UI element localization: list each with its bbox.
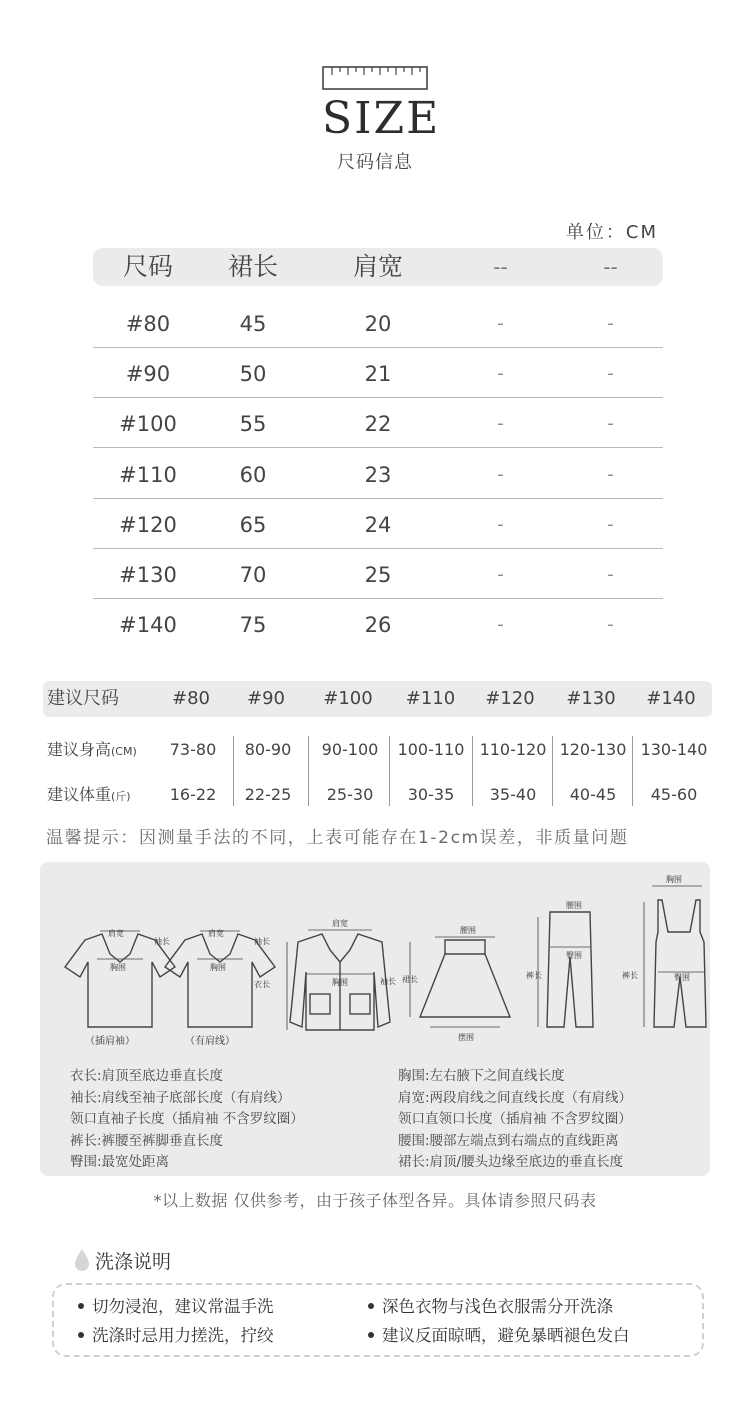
overalls-shape [654,900,706,1027]
table-cell: - [607,513,614,535]
wash-item: 建议反面晾晒，避免暴晒褪色发白 [368,1324,630,1348]
row-divider [93,347,663,348]
table-cell: 24 [364,512,392,537]
size-subtitle: 尺码信息 [337,152,413,173]
bullet-icon [368,1332,374,1338]
diagram-label: 胸围 [666,875,682,884]
water-drop-icon [74,1248,90,1272]
unit-label: 单位：CM [565,222,658,243]
diagram-label: 裤长 [526,971,542,980]
bullet-icon [78,1332,84,1338]
measure-note: 裙长:肩顶/腰头边缘至底边的垂直长度 [398,1154,624,1170]
column-divider [632,736,633,806]
warning-text: 温馨提示：因测量手法的不同，上表可能存在1-2cm误差，非质量问题 [46,828,629,848]
height-cell: 120-130 [559,740,627,759]
diagram-label: 肩宽 [208,929,224,938]
table-cell: 50 [239,362,267,387]
diagram-label: 臀围 [674,973,690,982]
table-row [93,600,663,650]
table-cell: 26 [364,613,392,638]
recommend-header-label: 建议尺码 [47,688,119,709]
weight-cell: 16-22 [169,785,217,804]
diagram-label: 腰围 [566,901,582,910]
table-cell: 21 [364,362,392,387]
raglan-caption: （插肩袖） [85,1036,135,1047]
diagram-label: 袖长 [154,937,170,946]
row-divider [93,598,663,599]
weight-cell: 40-45 [569,785,617,804]
table-row [93,299,663,349]
weight-cell: 30-35 [407,785,455,804]
bullet-icon [78,1303,84,1309]
column-divider [233,736,234,806]
table-cell: #140 [119,613,177,638]
table-cell: - [607,313,614,334]
bullet-icon [368,1303,374,1309]
recommend-size: #80 [172,688,210,709]
column-divider [389,736,390,806]
table-cell: 20 [364,312,392,336]
table-cell: - [497,313,504,334]
diagram-label: 胸围 [210,963,226,972]
table-cell: #110 [119,462,177,487]
diagram-label: 袖长 [380,977,396,986]
row-divider [93,548,663,549]
recommend-size: #130 [566,688,616,709]
table-cell: 23 [364,462,392,487]
weight-cell: 22-25 [244,785,292,804]
height-cell: 130-140 [640,740,708,759]
diagram-label: 胸围 [110,963,126,972]
header-cell: 裙长 [227,252,278,281]
table-cell: 70 [239,563,267,587]
table-cell: 75 [239,613,267,638]
header-cell: -- [493,255,508,279]
weight-cell: 35-40 [489,785,537,804]
row-divider [93,397,663,398]
height-label: 建议身高(CM) [47,740,137,759]
measure-notes-left [70,1066,304,1174]
measure-note: 衣长:肩顶至底边垂直长度 [70,1068,224,1084]
table-cell: - [607,413,614,435]
measure-note: 领口直领口长度（插肩袖 不含罗纹圈） [398,1111,632,1127]
wash-instructions-box [52,1283,704,1357]
reference-note: *以上数据 仅供参考，由于孩子体型各异。具体请参照尺码表 [153,1191,597,1210]
height-cell: 73-80 [169,740,217,759]
measure-note: 裤长:裤腰至裤脚垂直长度 [70,1132,224,1149]
diagram-label: 裤长 [622,971,638,980]
table-cell: #100 [119,412,177,437]
size-table-header [93,248,663,286]
size-title: SIZE [322,93,441,144]
table-cell: - [497,363,504,385]
weight-cell: 25-30 [326,785,374,804]
diagram-label: 胸围 [332,978,348,987]
recommend-size: #110 [405,688,456,709]
recommend-size: #100 [323,688,373,709]
measure-note: 肩宽:两段肩线之间直线长度（有肩线） [398,1089,633,1106]
measure-note: 领口直袖子长度（插肩袖 不含罗纹圈） [70,1111,304,1127]
height-cell: 100-110 [397,740,465,759]
recommend-size: #120 [485,688,535,709]
table-cell: 55 [239,412,267,437]
table-cell: 65 [239,512,267,537]
measurement-diagram-panel [40,862,710,1176]
table-cell: - [607,463,614,485]
height-cell: 90-100 [321,740,379,759]
recommend-size: #90 [247,688,285,709]
table-cell: #90 [125,362,171,387]
wash-item: 深色衣物与浅色衣服需分开洗涤 [368,1295,613,1319]
column-divider [308,736,309,806]
weight-label: 建议体重(斤) [47,785,131,804]
diagram-label: 臀围 [566,951,582,960]
ruler-icon [322,66,428,92]
recommend-size: #140 [646,688,696,709]
table-cell: - [497,564,504,585]
table-cell: - [497,513,504,535]
header-cell: 肩宽 [352,252,403,281]
table-cell: 22 [364,412,392,437]
shoulder-caption: （有肩线） [185,1036,235,1047]
wash-item: 洗涤时忌用力搓洗，拧绞 [78,1324,274,1348]
table-cell: 60 [239,462,267,487]
diagram-label: 裙长 [402,975,418,984]
recommend-header [43,681,712,717]
measure-note: 胸围:左右腋下之间直线长度 [398,1068,565,1084]
row-divider [93,447,663,448]
height-cell: 80-90 [244,740,292,759]
table-row [93,500,663,550]
table-cell: #80 [125,312,171,336]
column-divider [472,736,473,806]
table-cell: 45 [239,312,267,336]
table-cell: - [497,463,504,485]
table-cell: #130 [119,563,177,587]
diagram-label: 袖长 [254,937,270,946]
diagram-label: 腰围 [460,926,476,935]
measure-note: 腰围:腰部左端点到右端点的直线距离 [398,1132,619,1149]
measure-note: 臀围:最宽处距离 [70,1154,170,1170]
table-cell: 25 [364,563,392,587]
diagram-label: 衣长 [254,980,270,989]
diagram-label: 摆围 [458,1033,474,1042]
table-cell: - [607,614,614,636]
pants-shape [547,912,593,1027]
table-row [93,450,663,500]
skirt-shape [420,940,510,1017]
wash-title: 洗涤说明 [95,1251,172,1273]
table-cell: - [607,363,614,385]
raglan-tshirt-shape [65,934,175,1027]
header-cell: -- [603,255,618,279]
table-row [93,349,663,399]
column-divider [552,736,553,806]
garment-diagrams [40,862,710,1062]
diagram-label: 肩宽 [108,929,124,938]
table-cell: - [607,564,614,585]
height-cell: 110-120 [479,740,547,759]
header-cell: 尺码 [122,252,173,281]
diagram-label: 肩宽 [332,919,348,928]
measure-note: 袖长:肩线至袖子底部长度（有肩线） [70,1089,291,1106]
table-cell: - [497,413,504,435]
row-divider [93,498,663,499]
weight-cell: 45-60 [650,785,698,804]
table-row [93,550,663,600]
wash-item: 切勿浸泡，建议常温手洗 [78,1295,274,1319]
table-cell: - [497,614,504,636]
table-cell: #120 [119,512,177,537]
measure-notes-right [398,1066,632,1174]
table-row [93,399,663,449]
